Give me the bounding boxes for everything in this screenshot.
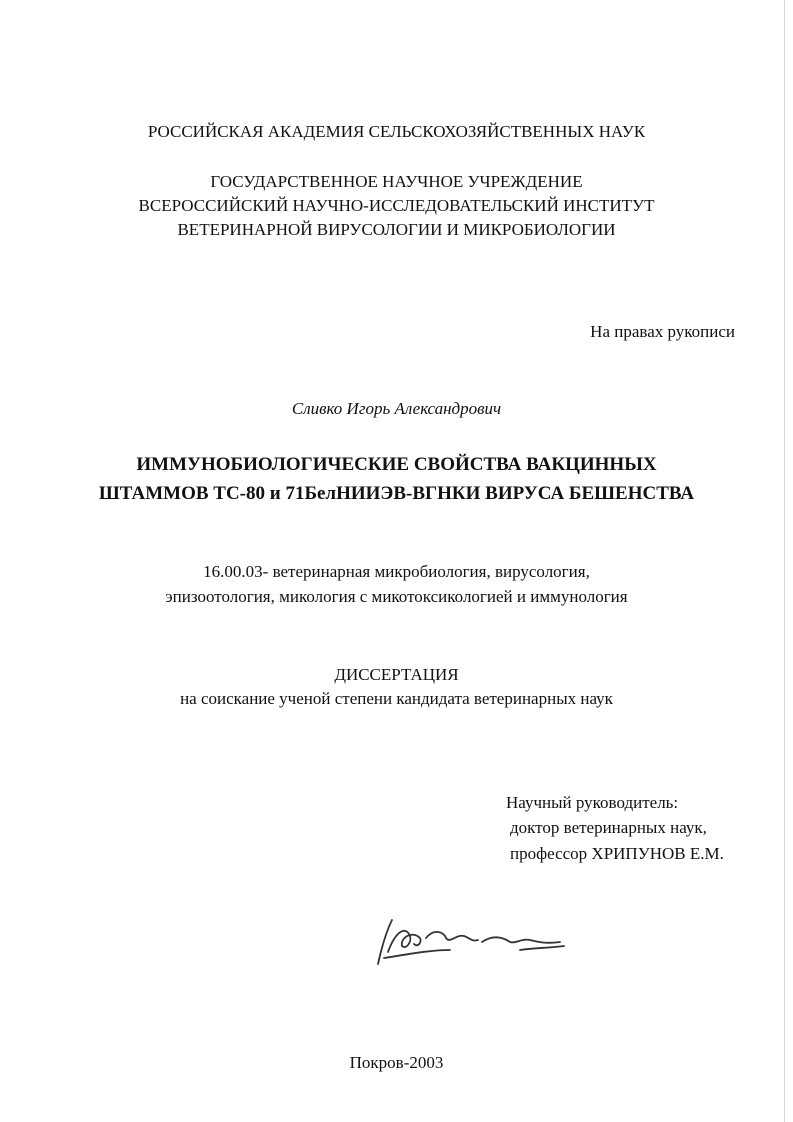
- supervisor-name: профессор ХРИПУНОВ Е.М.: [510, 844, 724, 863]
- handwritten-signature: [370, 908, 570, 972]
- title-line-2: ШТАММОВ ТС-80 и 71БелНИИЭВ-ВГНКИ ВИРУСА БЕШЕНСТВА: [98, 483, 695, 504]
- institution-line-3: ВЕТЕРИНАРНОЙ ВИРУСОЛОГИИ И МИКРОБИОЛОГИИ: [177, 220, 616, 239]
- institution-line-2: ВСЕРОССИЙСКИЙ НАУЧНО-ИССЛЕДОВАТЕЛЬСКИЙ ИНСТИТУТ: [138, 196, 655, 215]
- academy-name: РОССИЙСКАЯ АКАДЕМИЯ СЕЛЬСКОХОЗЯЙСТВЕННЫХ НАУК: [147, 122, 646, 141]
- supervisor-degree: доктор ветеринарных наук,: [510, 818, 707, 837]
- degree-purpose: на соискание ученой степени кандидата ветеринарных наук: [180, 689, 613, 708]
- specialty-line-1: 16.00.03- ветеринарная микробиология, вирусология,: [203, 562, 590, 581]
- specialty-line-2: эпизоотология, микология с микотоксикологией и иммунология: [165, 587, 628, 606]
- place-year: Покров-2003: [349, 1053, 444, 1072]
- degree-type: ДИССЕРТАЦИЯ: [334, 665, 459, 684]
- institution-line-1: ГОСУДАРСТВЕННОЕ НАУЧНОЕ УЧРЕЖДЕНИЕ: [210, 172, 583, 191]
- manuscript-note: На правах рукописи: [590, 322, 735, 341]
- title-line-1: ИММУНОБИОЛОГИЧЕСКИЕ СВОЙСТВА ВАКЦИННЫХ: [136, 454, 657, 475]
- author-name: Сливко Игорь Александрович: [291, 399, 502, 418]
- supervisor-label: Научный руководитель:: [506, 793, 679, 812]
